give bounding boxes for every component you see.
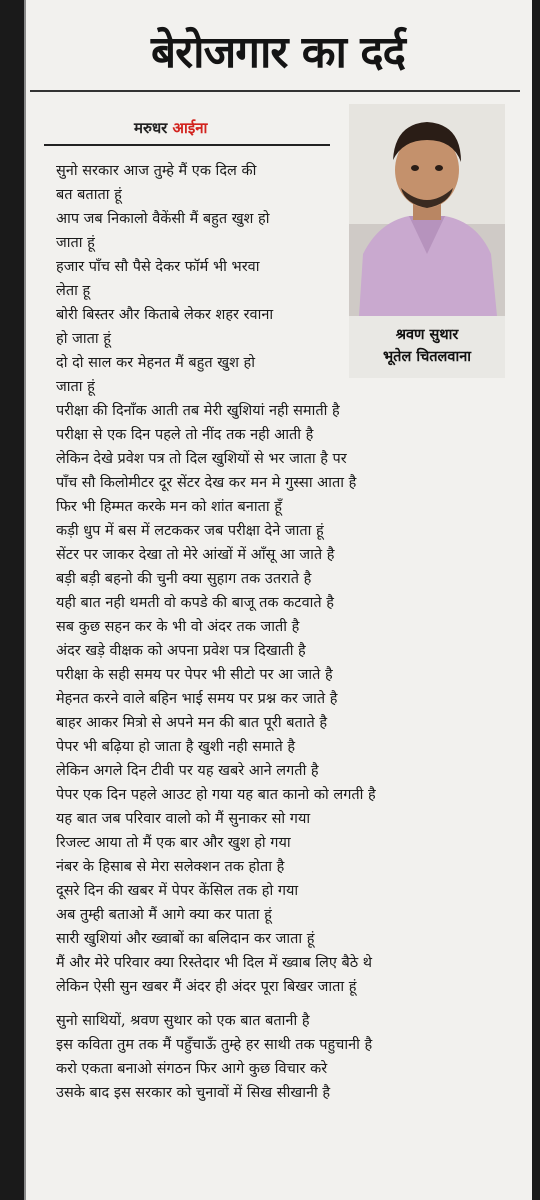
- column-brand: [134, 118, 207, 138]
- brand-divider: [44, 144, 330, 146]
- author-place: भूतेल चितलवाना: [382, 349, 472, 365]
- poem-line: यह बात जब परिवार वालो को मैं सुनाकर सो गया: [56, 811, 311, 827]
- poem-line: परीक्षा के सही समय पर पेपर भी सीटो पर आ जाते है: [56, 667, 333, 683]
- poem-line: रिजल्ट आया तो मैं एक बार और खुश हो गया: [56, 835, 291, 851]
- poem-line: सेंटर पर जाकर देखा तो मेरे आंखों में आँसू आ जाते है: [56, 547, 335, 563]
- poem-line: बत बताता हूं: [56, 187, 122, 203]
- author-portrait-icon: [349, 104, 505, 316]
- poem-line: यही बात नही थमती वो कपडे की बाजू तक कटवाते है: [56, 595, 334, 611]
- poem-line: सब कुछ सहन कर के भी वो अंदर तक जाती है: [56, 619, 300, 635]
- poem-line: पेपर एक दिन पहले आउट हो गया यह बात कानो को लगती है: [56, 787, 376, 803]
- author-caption: [349, 316, 505, 378]
- poem-line: अब तुम्ही बताओ मैं आगे क्या कर पाता हूं: [56, 907, 272, 923]
- brand-part-2: आईना: [172, 119, 208, 137]
- poem-line: उसके बाद इस सरकार को चुनावों में सिख सीखानी है: [56, 1085, 331, 1101]
- poem-line: करो एकता बनाओ संगठन फिर आगे कुछ विचार करे: [56, 1061, 328, 1077]
- poem-line: हजार पाँच सौ पैसे देकर फॉर्म भी भरवा: [56, 259, 260, 275]
- poem-line: अंदर खड़े वीक्षक को अपना प्रवेश पत्र दिखाती है: [56, 643, 306, 659]
- poem-line: पेपर भी बढ़िया हो जाता है खुशी नही समाते है: [56, 739, 296, 755]
- poem-line: बड़ी बड़ी बहनो की चुनी क्या सुहाग तक उतराते है: [56, 571, 312, 587]
- clipping-edge: [24, 0, 26, 1200]
- poem-line: सारी खुशियां और ख्वाबों का बलिदान कर जाता हूं: [56, 931, 315, 947]
- poem-line: सुनो साथियों, श्रवण सुथार को एक बात बतानी है: [56, 1013, 310, 1029]
- poem-line: फिर भी हिम्मत करके मन को शांत बनाता हूँ: [56, 499, 282, 515]
- poem-line: मेहनत करने वाले बहिन भाई समय पर प्रश्न कर जाते है: [56, 691, 338, 707]
- poem-line: लेकिन देखे प्रवेश पत्र तो दिल खुशियों से भर जाता है पर: [56, 451, 347, 467]
- poem-line: परीक्षा की दिनाँक आती तब मेरी खुशियां नही समाती है: [56, 403, 340, 419]
- poem-line: लेकिन ऐसी सुन खबर मैं अंदर ही अंदर पूरा बिखर जाता हूं: [56, 979, 357, 995]
- poem-line: परीक्षा से एक दिन पहले तो नींद तक नही आती है: [56, 427, 314, 443]
- poem-line: नंबर के हिसाब से मेरा सलेक्शन तक होता है: [56, 859, 285, 875]
- poem-line: बाहर आकर मित्रो से अपने मन की बात पूरी बताते है: [56, 715, 328, 731]
- poem-line: दो दो साल कर मेहनत मैं बहुत खुश हो: [56, 355, 256, 371]
- poem-line: आप जब निकालो वैकेंसी मैं बहुत खुश हो: [56, 211, 270, 227]
- poem-line: हो जाता हूं: [56, 331, 111, 347]
- poem-line: जाता हूं: [56, 379, 95, 395]
- poem-line: लेकिन अगले दिन टीवी पर यह खबरे आने लगती है: [56, 763, 319, 779]
- poem-line: बोरी बिस्तर और किताबे लेकर शहर रवाना: [56, 307, 274, 323]
- poem-line: जाता हूं: [56, 235, 95, 251]
- title-divider: [30, 90, 520, 92]
- poem-line: इस कविता तुम तक मैं पहुँचाऊँ तुम्हे हर साथी तक पहुचानी है: [56, 1037, 373, 1053]
- poem-line: लेता हू: [56, 283, 91, 299]
- poem-line: पाँच सौ किलोमीटर दूर सेंटर देख कर मन मे गुस्सा आता है: [56, 475, 357, 491]
- poem-line: मैं और मेरे परिवार क्या रिस्तेदार भी दिल में ख्वाब लिए बैठे थे: [56, 955, 373, 971]
- poem-line: सुनो सरकार आज तुम्हे मैं एक दिल की: [56, 163, 257, 179]
- author-name: श्रवण सुथार: [395, 327, 459, 343]
- poem-line: दूसरे दिन की खबर में पेपर केंसिल तक हो गया: [56, 883, 299, 899]
- brand-part-1: मरुधर: [134, 119, 173, 137]
- author-photo: [349, 104, 505, 316]
- poem-line: कड़ी धुप में बस में लटककर जब परीक्षा देने जाता हूं: [56, 523, 324, 539]
- article-title: बेरोजगार का दर्द: [151, 27, 405, 78]
